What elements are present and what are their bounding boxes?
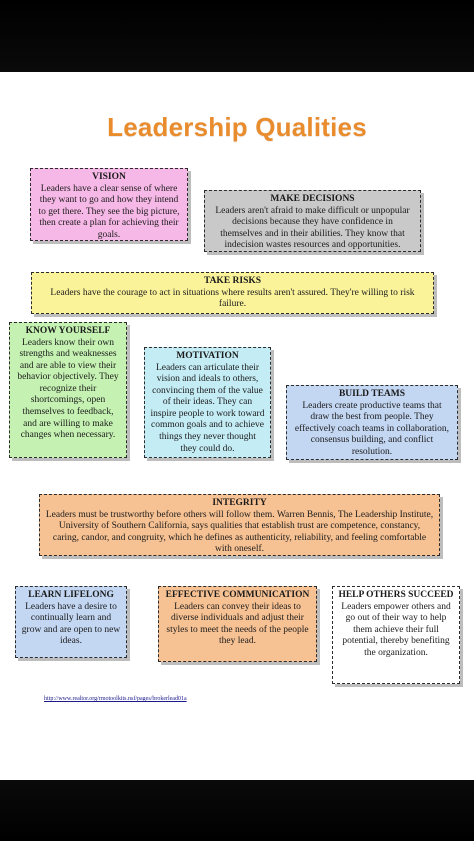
know-yourself-text: Leaders know their own strengths and weaknesses and are able to view their behavior objectively. They recognize their shortcomings, open themselves to feedback, and are willing to make changes when necessary. bbox=[17, 337, 119, 441]
bottom-black-bar bbox=[0, 780, 474, 841]
help-others-heading: HELP OTHERS SUCCEED bbox=[338, 590, 454, 600]
integrity-text: Leaders must be trustworthy before others will follow them. Warren Bennis, The Leadership Institute, University of Southern California, says qualities that establish trust are competence, constancy, caring, candor, and congruity, which he defines as authenticity, reliability, and feeling comfortable with oneself. bbox=[45, 509, 434, 555]
vision-text: Leaders have a clear sense of where they want to go and how they intend to get there. They see the big picture, then create a plan for achieving their goals. bbox=[38, 183, 180, 240]
make-decisions-heading: MAKE DECISIONS bbox=[270, 194, 355, 204]
integrity-box bbox=[39, 494, 440, 556]
know-yourself-box bbox=[9, 322, 127, 458]
take-risks-text: Leaders have the courage to act in situations where results aren't assured. They're willing to risk failure. bbox=[50, 287, 415, 310]
vision-heading: VISION bbox=[92, 172, 126, 182]
help-others-text: Leaders empower others and go out of their way to help them achieve their full potential, thereby benefiting the organization. bbox=[341, 601, 451, 658]
top-black-bar bbox=[0, 0, 474, 72]
build-teams-text: Leaders create productive teams that draw the best from people. They effectively coach teams in collaboration, consensus building, and conflict resolution. bbox=[294, 400, 450, 457]
learn-lifelong-text: Leaders have a desire to continually learn and grow and are open to new ideas. bbox=[21, 601, 121, 647]
effective-communication-text: Leaders can convey their ideas to diverse individuals and adjust their styles to meet the needs of the people they lead. bbox=[166, 601, 309, 647]
learn-lifelong-heading: LEARN LIFELONG bbox=[28, 590, 114, 600]
take-risks-box bbox=[31, 272, 434, 314]
build-teams-box bbox=[286, 385, 458, 460]
know-yourself-heading: KNOW YOURSELF bbox=[25, 326, 111, 336]
effective-communication-heading: EFFECTIVE COMMUNICATION bbox=[165, 590, 310, 600]
make-decisions-text: Leaders aren't afraid to make difficult or unpopular decisions because they have confidence in themselves and in their abilities. They know that indecision wastes resources and opportunities. bbox=[215, 205, 410, 251]
make-decisions-box bbox=[204, 190, 421, 252]
integrity-heading: INTEGRITY bbox=[212, 498, 267, 508]
take-risks-heading: TAKE RISKS bbox=[203, 276, 262, 286]
source-link[interactable]: http://www.realtor.org/rmotoolkits.nsf/pages/brokerlead01a bbox=[44, 696, 187, 702]
effective-communication-box bbox=[158, 586, 317, 662]
motivation-heading: MOTIVATION bbox=[176, 351, 239, 361]
help-others-box bbox=[332, 586, 460, 684]
vision-box bbox=[30, 168, 188, 241]
motivation-text: Leaders can articulate their vision and ideals to others, convincing them of the value of their ideas. They can inspire people to work toward common goals and to achieve things they never thought they could do. bbox=[150, 362, 265, 454]
learn-lifelong-box bbox=[15, 586, 127, 658]
page-title: Leadership Qualities bbox=[107, 112, 367, 142]
motivation-box bbox=[144, 347, 271, 458]
build-teams-heading: BUILD TEAMS bbox=[338, 389, 406, 399]
